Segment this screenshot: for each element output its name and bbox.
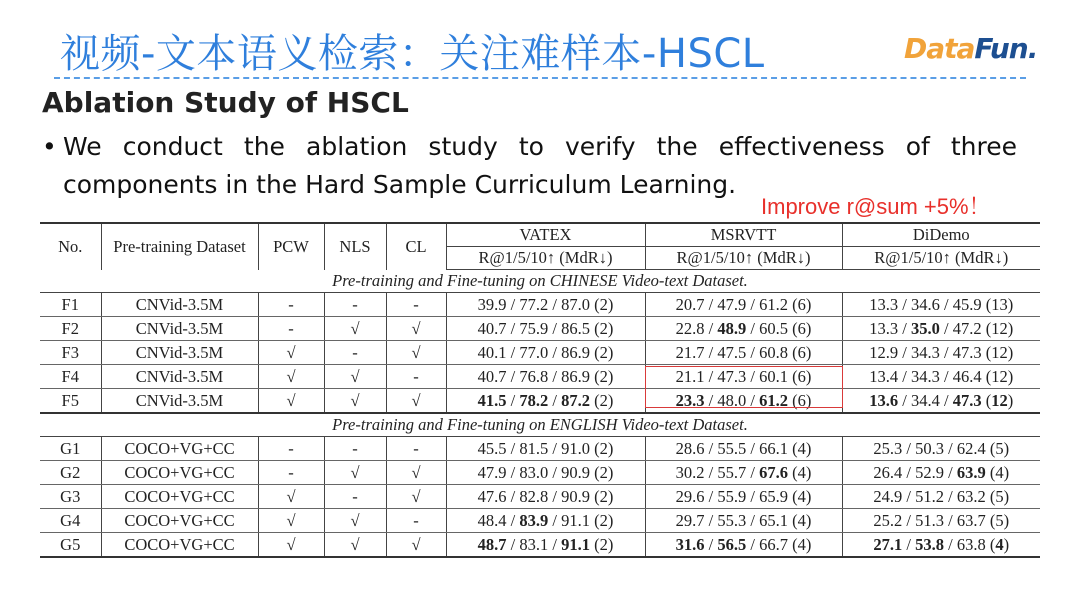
- cell-no: F2: [40, 317, 101, 341]
- section-row: [40, 413, 1040, 437]
- title-divider: [54, 77, 1026, 79]
- cell-nls: √: [324, 461, 386, 485]
- cell-nls: -: [324, 437, 386, 461]
- cell-pcw: √: [258, 485, 324, 509]
- cell-pcw: √: [258, 341, 324, 365]
- section-row: [40, 270, 1040, 293]
- cell-pcw: √: [258, 509, 324, 533]
- cell-didemo: 26.4 / 52.9 / 63.9 (4): [842, 461, 1040, 485]
- col-header-pretraining: Pre-training Dataset: [101, 223, 258, 270]
- table-row: [40, 341, 1040, 365]
- col-header-nls: NLS: [324, 223, 386, 270]
- cell-no: F5: [40, 389, 101, 414]
- cell-msrvtt: 22.8 / 48.9 / 60.5 (6): [645, 317, 842, 341]
- cell-cl: -: [386, 509, 446, 533]
- cell-vatex: 47.9 / 83.0 / 90.9 (2): [446, 461, 645, 485]
- cell-msrvtt: 20.7 / 47.9 / 61.2 (6): [645, 293, 842, 317]
- cell-dataset: COCO+VG+CC: [101, 437, 258, 461]
- col-header-cl: CL: [386, 223, 446, 270]
- cell-vatex: 48.4 / 83.9 / 91.1 (2): [446, 509, 645, 533]
- cell-dataset: COCO+VG+CC: [101, 461, 258, 485]
- cell-msrvtt: 30.2 / 55.7 / 67.6 (4): [645, 461, 842, 485]
- table-row: [40, 389, 1040, 414]
- table-row: [40, 317, 1040, 341]
- table-row: [40, 437, 1040, 461]
- cell-msrvtt: 29.7 / 55.3 / 65.1 (4): [645, 509, 842, 533]
- cell-no: G2: [40, 461, 101, 485]
- cell-no: G4: [40, 509, 101, 533]
- cell-vatex: 40.1 / 77.0 / 86.9 (2): [446, 341, 645, 365]
- table-row: [40, 461, 1040, 485]
- cell-pcw: √: [258, 533, 324, 558]
- table-row: [40, 485, 1040, 509]
- cell-pcw: √: [258, 389, 324, 414]
- cell-nls: -: [324, 341, 386, 365]
- cell-didemo: 27.1 / 53.8 / 63.8 (4): [842, 533, 1040, 558]
- table-row: [40, 293, 1040, 317]
- bullet-text-line2: components in the Hard Sample Curriculum Learning.: [63, 170, 737, 199]
- cell-msrvtt: 28.6 / 55.5 / 66.1 (4): [645, 437, 842, 461]
- cell-msrvtt: 29.6 / 55.9 / 65.9 (4): [645, 485, 842, 509]
- logo-text-fun: Fun.: [974, 32, 1038, 65]
- col-subheader-vatex-metric: R@1/5/10↑ (MdR↓): [446, 247, 645, 270]
- cell-dataset: CNVid-3.5M: [101, 293, 258, 317]
- bullet-dot: •: [42, 132, 57, 161]
- cell-didemo: 25.3 / 50.3 / 62.4 (5): [842, 437, 1040, 461]
- cell-msrvtt: 21.7 / 47.5 / 60.8 (6): [645, 341, 842, 365]
- table-row: [40, 365, 1040, 389]
- cell-cl: -: [386, 437, 446, 461]
- slide-title: 视频-文本语义检索：关注难样本-HSCL: [60, 31, 765, 77]
- cell-cl: -: [386, 365, 446, 389]
- section-label: Pre-training and Fine-tuning on CHINESE Video-text Dataset.: [40, 270, 1040, 293]
- cell-cl: √: [386, 317, 446, 341]
- col-header-no: No.: [40, 223, 101, 270]
- cell-didemo: 25.2 / 51.3 / 63.7 (5): [842, 509, 1040, 533]
- cell-pcw: -: [258, 317, 324, 341]
- bullet-text-line1: We conduct the ablation study to verify the effectiveness of three: [63, 132, 1017, 161]
- cell-pcw: -: [258, 461, 324, 485]
- cell-didemo: 13.6 / 34.4 / 47.3 (12): [842, 389, 1040, 414]
- cell-msrvtt: 31.6 / 56.5 / 66.7 (4): [645, 533, 842, 558]
- cell-dataset: CNVid-3.5M: [101, 389, 258, 414]
- cell-pcw: -: [258, 293, 324, 317]
- cell-nls: √: [324, 509, 386, 533]
- logo-text-data: Data: [904, 32, 975, 65]
- cell-vatex: 45.5 / 81.5 / 91.0 (2): [446, 437, 645, 461]
- cell-no: F3: [40, 341, 101, 365]
- cell-pcw: -: [258, 437, 324, 461]
- cell-nls: √: [324, 389, 386, 414]
- col-subheader-didemo-metric: R@1/5/10↑ (MdR↓): [842, 247, 1040, 270]
- col-header-vatex: VATEX: [446, 223, 645, 247]
- cell-dataset: CNVid-3.5M: [101, 317, 258, 341]
- highlight-box: [645, 366, 843, 408]
- cell-nls: √: [324, 317, 386, 341]
- cell-cl: -: [386, 293, 446, 317]
- cell-nls: √: [324, 365, 386, 389]
- ablation-table: [40, 222, 1040, 558]
- table-row: [40, 533, 1040, 558]
- cell-no: G1: [40, 437, 101, 461]
- cell-didemo: 13.3 / 35.0 / 47.2 (12): [842, 317, 1040, 341]
- col-header-msrvtt: MSRVTT: [645, 223, 842, 247]
- cell-cl: √: [386, 485, 446, 509]
- datafun-logo: [904, 32, 1044, 72]
- cell-dataset: COCO+VG+CC: [101, 509, 258, 533]
- cell-dataset: COCO+VG+CC: [101, 533, 258, 558]
- cell-didemo: 13.3 / 34.6 / 45.9 (13): [842, 293, 1040, 317]
- cell-nls: -: [324, 485, 386, 509]
- cell-vatex: 48.7 / 83.1 / 91.1 (2): [446, 533, 645, 558]
- section-label: Pre-training and Fine-tuning on ENGLISH Video-text Dataset.: [40, 413, 1040, 437]
- cell-vatex: 41.5 / 78.2 / 87.2 (2): [446, 389, 645, 414]
- cell-no: G5: [40, 533, 101, 558]
- cell-vatex: 40.7 / 75.9 / 86.5 (2): [446, 317, 645, 341]
- cell-pcw: √: [258, 365, 324, 389]
- improvement-note: Improve r@sum +5%！: [761, 194, 991, 219]
- cell-msrvtt: 23.3 / 48.0 / 61.2 (6): [645, 389, 842, 414]
- cell-no: F1: [40, 293, 101, 317]
- cell-nls: -: [324, 293, 386, 317]
- cell-vatex: 47.6 / 82.8 / 90.9 (2): [446, 485, 645, 509]
- cell-msrvtt: 21.1 / 47.3 / 60.1 (6): [645, 365, 842, 389]
- cell-cl: √: [386, 461, 446, 485]
- cell-dataset: COCO+VG+CC: [101, 485, 258, 509]
- cell-dataset: CNVid-3.5M: [101, 365, 258, 389]
- cell-didemo: 24.9 / 51.2 / 63.2 (5): [842, 485, 1040, 509]
- cell-didemo: 13.4 / 34.3 / 46.4 (12): [842, 365, 1040, 389]
- col-header-didemo: DiDemo: [842, 223, 1040, 247]
- cell-didemo: 12.9 / 34.3 / 47.3 (12): [842, 341, 1040, 365]
- col-subheader-msrvtt-metric: R@1/5/10↑ (MdR↓): [645, 247, 842, 270]
- cell-no: F4: [40, 365, 101, 389]
- cell-cl: √: [386, 533, 446, 558]
- cell-vatex: 40.7 / 76.8 / 86.9 (2): [446, 365, 645, 389]
- cell-no: G3: [40, 485, 101, 509]
- col-header-pcw: PCW: [258, 223, 324, 270]
- cell-cl: √: [386, 389, 446, 414]
- section-heading: Ablation Study of HSCL: [42, 86, 409, 119]
- cell-vatex: 39.9 / 77.2 / 87.0 (2): [446, 293, 645, 317]
- table-row: [40, 509, 1040, 533]
- cell-nls: √: [324, 533, 386, 558]
- cell-dataset: CNVid-3.5M: [101, 341, 258, 365]
- cell-cl: √: [386, 341, 446, 365]
